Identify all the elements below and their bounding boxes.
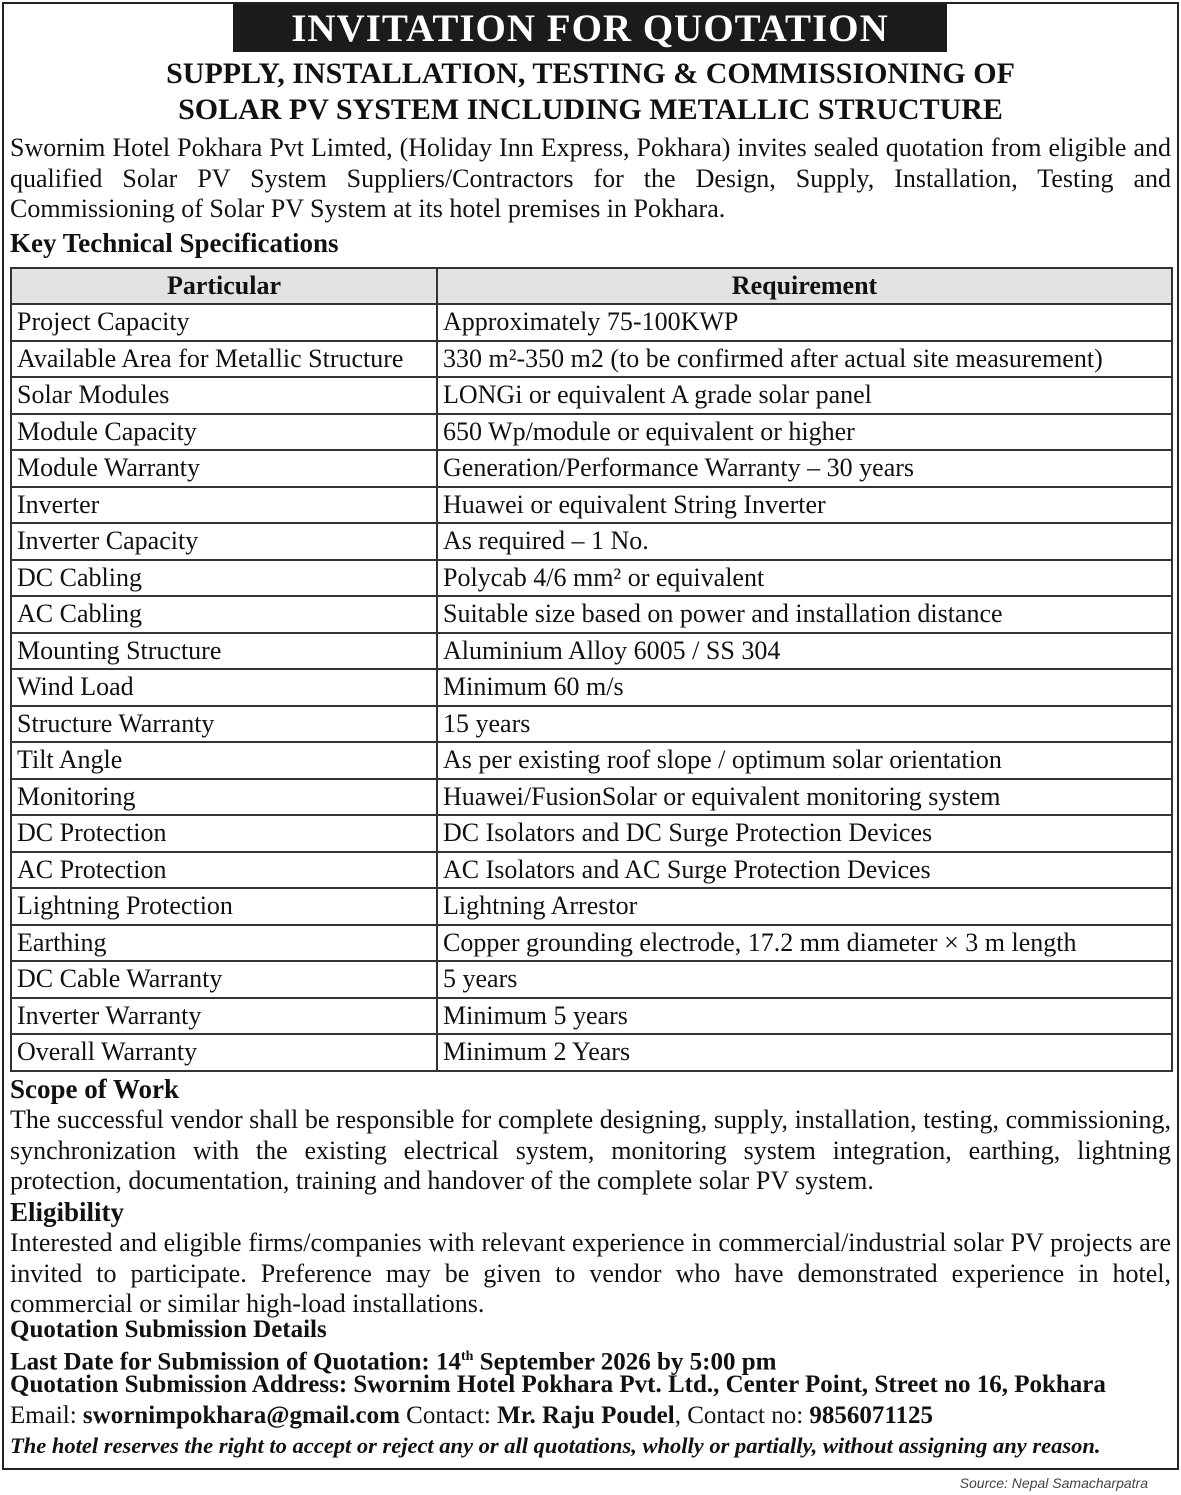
contact-line [10,1401,1171,1431]
cell-requirement: Generation/Performance Warranty – 30 years [437,450,1172,487]
scope-paragraph: The successful vendor shall be responsible for complete designing, supply, installation, testing, commissioning, synchronization with the existing electrical system, monitoring system integration, earthing, lightning protection, documentation, training and handover of the complete solar PV system. [10,1105,1171,1195]
cell-particular: Inverter Warranty [11,998,437,1035]
contact-label: Contact: [399,1402,498,1429]
cell-particular: Module Warranty [11,450,437,487]
source-credit: Source: Nepal Samacharpatra [959,1475,1148,1491]
page-title: INVITATION FOR QUOTATION [233,4,947,52]
cell-particular: Inverter [11,487,437,524]
cell-particular: Tilt Angle [11,742,437,779]
submission-heading: Quotation Submission Details [10,1316,327,1343]
table-row [11,706,1172,743]
cell-requirement: As required – 1 No. [437,523,1172,560]
table-row [11,450,1172,487]
cell-requirement: Lightning Arrestor [437,888,1172,925]
column-header-requirement: Requirement [437,268,1172,304]
cell-particular: Inverter Capacity [11,523,437,560]
table-row [11,377,1172,414]
specs-heading: Key Technical Specifications [10,228,339,258]
eligibility-paragraph: Interested and eligible firms/companies with relevant experience in commercial/industrial solar PV projects are invited to participate. Preference may be given to vendor who have demonstrated experience in hotel, commercial or similar high-load installations. [10,1228,1171,1318]
cell-particular: Structure Warranty [11,706,437,743]
table-row [11,888,1172,925]
table-row [11,742,1172,779]
cell-requirement: 650 Wp/module or equivalent or higher [437,414,1172,451]
cell-requirement: 330 m²-350 m2 (to be confirmed after actual site measurement) [437,341,1172,378]
table-row [11,304,1172,341]
cell-particular: DC Protection [11,815,437,852]
subtitle-line-2: SOLAR PV SYSTEM INCLUDING METALLIC STRUCTURE [178,93,1003,126]
scope-heading: Scope of Work [10,1074,180,1104]
cell-particular: AC Cabling [11,596,437,633]
intro-paragraph: Swornim Hotel Pokhara Pvt Limted, (Holiday Inn Express, Pokhara) invites sealed quotation from eligible and qualified Solar PV System Suppliers/Contractors for the Design, Supply, Installation, Testing and Commissioning of Solar PV System at its hotel premises in Pokhara. [10,133,1171,223]
table-row [11,633,1172,670]
table-row [11,998,1172,1035]
subtitle-line-1: SUPPLY, INSTALLATION, TESTING & COMMISSIONING OF [166,57,1015,90]
cell-requirement: DC Isolators and DC Surge Protection Devices [437,815,1172,852]
last-date-suffix: th [460,1349,474,1364]
cell-requirement: Minimum 2 Years [437,1034,1172,1071]
cell-requirement: 15 years [437,706,1172,743]
contact-number[interactable]: 9856071125 [809,1402,934,1429]
email-label: Email: [10,1402,83,1429]
table-row [11,341,1172,378]
last-date-value: September 2026 by 5:00 pm [473,1348,777,1376]
last-date-label: Last Date for Submission of Quotation: 14 [10,1348,461,1376]
cell-particular: Mounting Structure [11,633,437,670]
table-row [11,414,1172,451]
cell-requirement: Huawei or equivalent String Inverter [437,487,1172,524]
cell-requirement: As per existing roof slope / optimum solar orientation [437,742,1172,779]
cell-particular: Monitoring [11,779,437,816]
email-link[interactable]: swornimpokhara@gmail.com [82,1402,400,1429]
cell-particular: Earthing [11,925,437,962]
cell-requirement: LONGi or equivalent A grade solar panel [437,377,1172,414]
cell-particular: Lightning Protection [11,888,437,925]
specifications-table [10,267,1173,1072]
table-row [11,961,1172,998]
submission-address: Quotation Submission Address: Swornim Hotel Pokhara Pvt. Ltd., Center Point, Street no 16, Pokhara [10,1371,1106,1398]
cell-requirement: Polycab 4/6 mm² or equivalent [437,560,1172,597]
cell-particular: DC Cabling [11,560,437,597]
cell-particular: Overall Warranty [11,1034,437,1071]
cell-particular: DC Cable Warranty [11,961,437,998]
cell-particular: Project Capacity [11,304,437,341]
table-row [11,779,1172,816]
table-row [11,1034,1172,1071]
table-row [11,596,1172,633]
cell-particular: Solar Modules [11,377,437,414]
contact-no-label: , Contact no: [674,1402,810,1429]
cell-requirement: Approximately 75-100KWP [437,304,1172,341]
table-body [11,304,1172,1071]
table-row [11,925,1172,962]
cell-requirement: Minimum 60 m/s [437,669,1172,706]
table-row [11,523,1172,560]
cell-particular: Module Capacity [11,414,437,451]
cell-requirement: Huawei/FusionSolar or equivalent monitoring system [437,779,1172,816]
table-row [11,560,1172,597]
table-row [11,815,1172,852]
column-header-particular: Particular [11,268,437,304]
table-row [11,487,1172,524]
cell-requirement: 5 years [437,961,1172,998]
cell-particular: Available Area for Metallic Structure [11,341,437,378]
cell-particular: AC Protection [11,852,437,889]
cell-particular: Wind Load [11,669,437,706]
cell-requirement: Copper grounding electrode, 17.2 mm diameter × 3 m length [437,925,1172,962]
table-row [11,852,1172,889]
cell-requirement: Suitable size based on power and installation distance [437,596,1172,633]
eligibility-heading: Eligibility [10,1197,125,1227]
table-row [11,669,1172,706]
table-header-row [11,268,1172,304]
disclaimer: The hotel reserves the right to accept or reject any or all quotations, wholly or partially, without assigning any reason. [10,1433,1101,1458]
cell-requirement: Minimum 5 years [437,998,1172,1035]
cell-requirement: Aluminium Alloy 6005 / SS 304 [437,633,1172,670]
cell-requirement: AC Isolators and AC Surge Protection Devices [437,852,1172,889]
contact-name: Mr. Raju Poudel [497,1402,675,1429]
